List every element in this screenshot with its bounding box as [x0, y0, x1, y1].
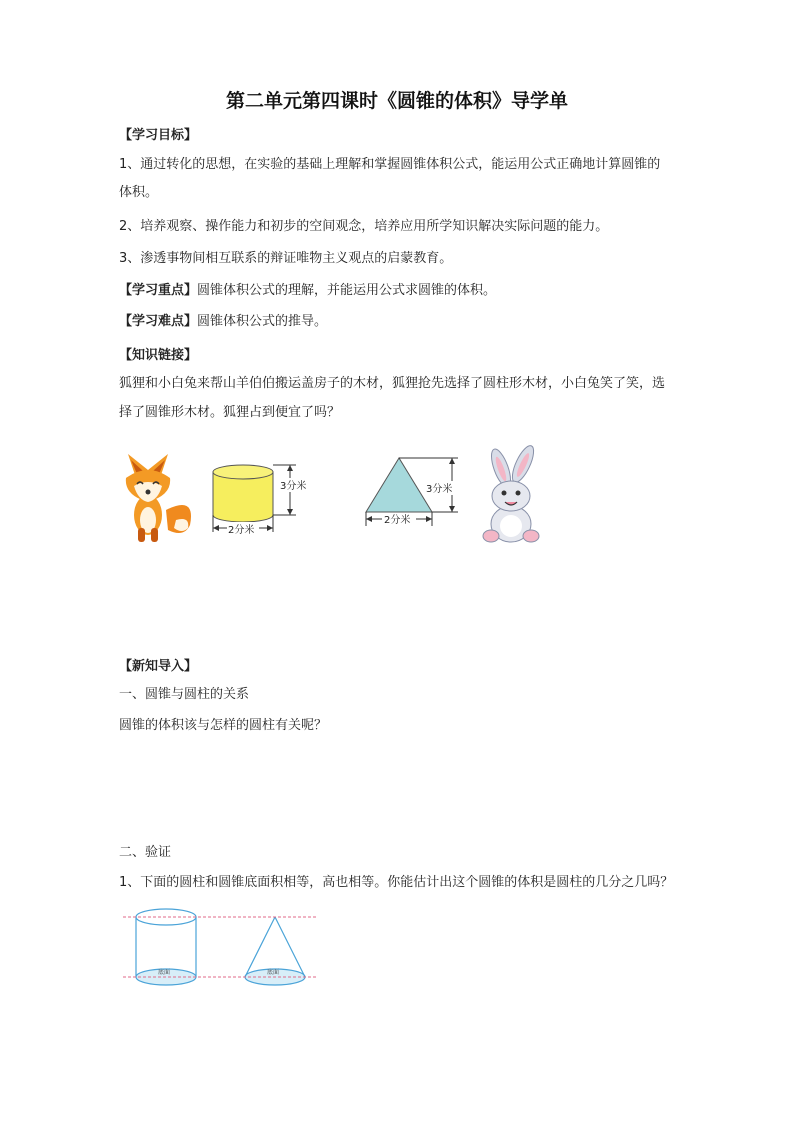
cylinder-base-label: 底面	[158, 969, 171, 976]
key-point	[119, 281, 496, 301]
page-title: 第二单元第四课时《圆锥的体积》导学单	[225, 90, 568, 112]
story-line-2: 择了圆锥形木材。狐狸占到便宜了吗？	[119, 405, 341, 420]
story-line-1: 狐狸和小白兔来帮山羊伯伯搬运盖房子的木材，狐狸抢先选择了圆柱形木材，小白兔笑了笑，选	[119, 376, 666, 391]
goal-1-line-2: 体积。	[119, 185, 159, 200]
goal-2: 2、培养观察、操作能力和初步的空间观念，培养应用所学知识解决实际问题的能力。	[119, 219, 609, 234]
cone-height-label: 3分米	[426, 484, 453, 495]
fox-illustration	[126, 454, 191, 542]
cone-base-label: 底面	[267, 969, 280, 976]
section-1-title: 一、圆锥与圆柱的关系	[119, 687, 250, 702]
cone-diameter-label: 2分米	[384, 515, 411, 526]
intro-question: 圆锥的体积该与怎样的圆柱有关呢？	[119, 718, 328, 733]
link-header: 【知识链接】	[119, 348, 198, 363]
difficulty-text: 圆锥体积公式的推导。	[197, 314, 328, 329]
cylinder-figure	[213, 465, 296, 532]
story-figure	[118, 440, 568, 555]
key-point-text: 圆锥体积公式的理解，并能运用公式求圆锥的体积。	[197, 283, 497, 298]
difficulty	[119, 312, 327, 332]
goals-header: 【学习目标】	[119, 128, 198, 143]
question-1: 1、下面的圆柱和圆锥底面积相等，高也相等。你能估计出这个圆锥的体积是圆柱的几分之几吗？	[119, 875, 674, 890]
comparison-figure	[118, 905, 328, 995]
goal-3: 3、渗透事物间相互联系的辩证唯物主义观点的启蒙教育。	[119, 251, 453, 266]
cylinder-height-label: 3分米	[280, 481, 307, 492]
key-point-label: 【学习重点】	[119, 283, 198, 298]
intro-header: 【新知导入】	[119, 659, 198, 674]
goal-1-line-1: 1、通过转化的思想，在实验的基础上理解和掌握圆锥体积公式，能运用公式正确地计算圆锥的	[119, 157, 661, 172]
section-2-title: 二、验证	[119, 845, 172, 860]
rabbit-illustration	[483, 443, 539, 542]
difficulty-label: 【学习难点】	[119, 314, 198, 329]
cylinder-diameter-label: 2分米	[228, 525, 255, 536]
